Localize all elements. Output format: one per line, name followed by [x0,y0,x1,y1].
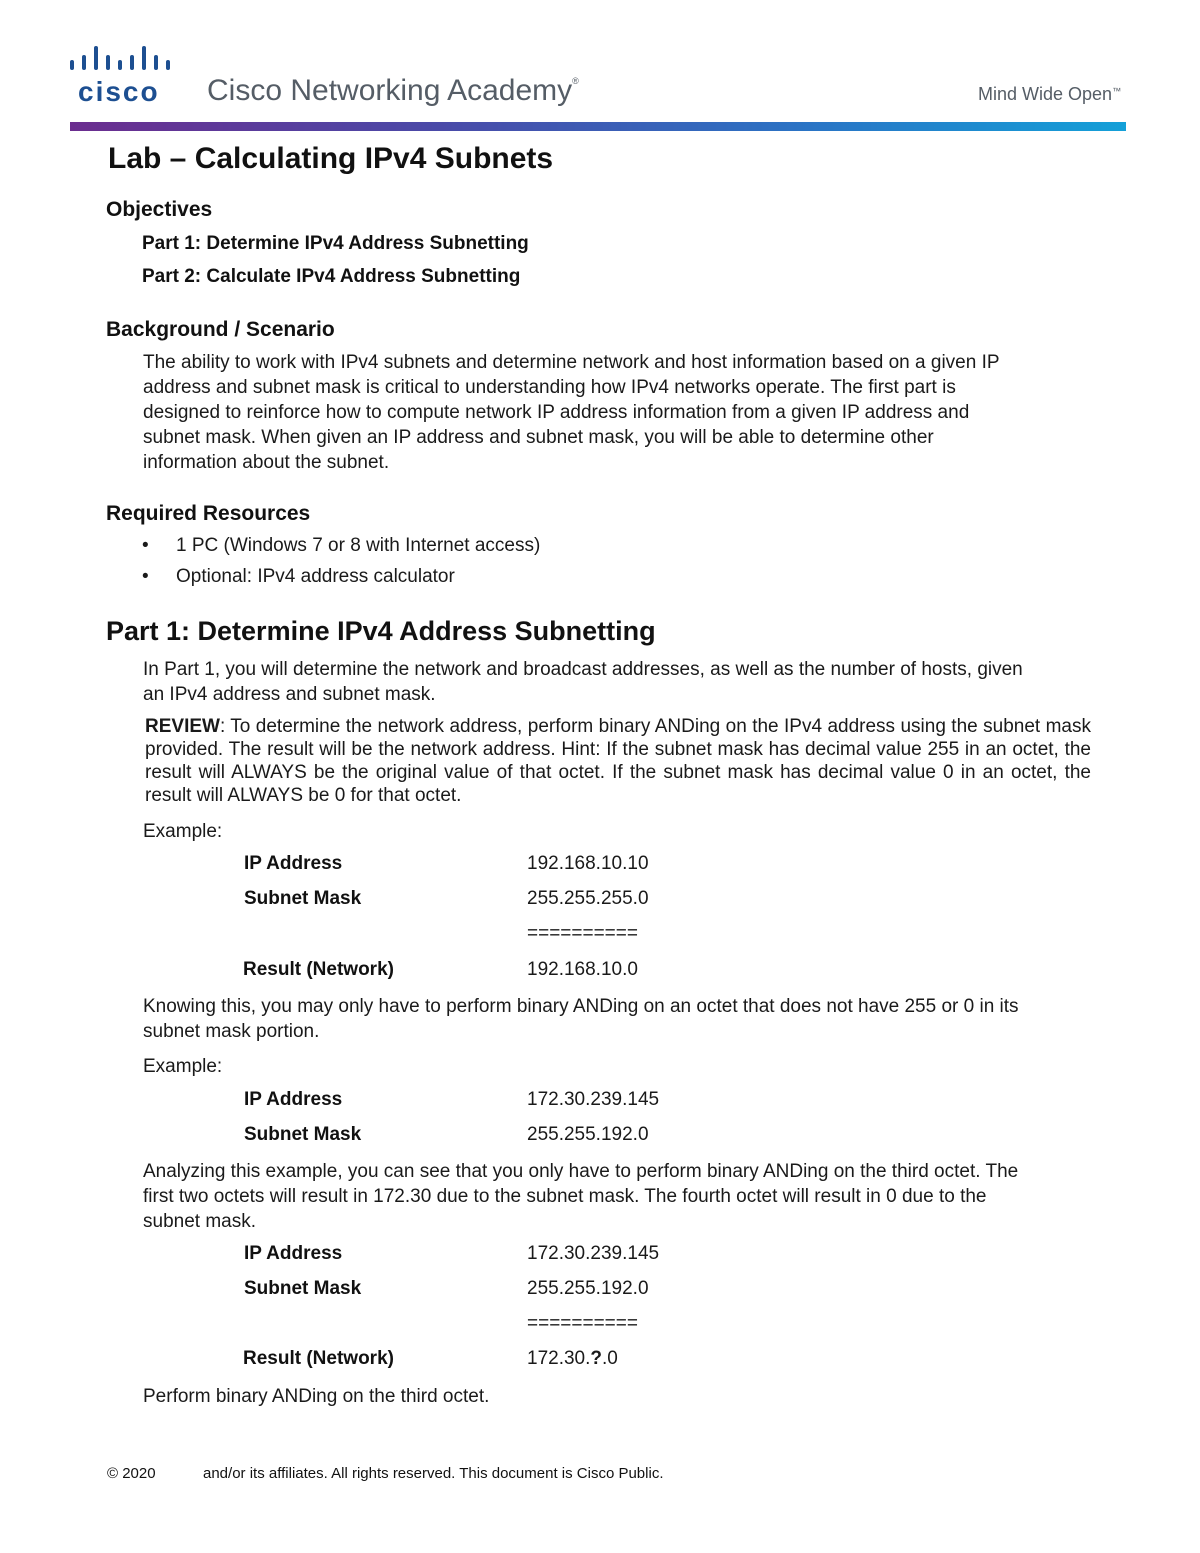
result-label: Result (Network) [243,959,394,980]
resources-heading: Required Resources [106,502,311,525]
example-label: Example: [143,821,223,842]
subnet-mask-label: Subnet Mask [244,1278,362,1299]
text-line: In Part 1, you will determine the network and broadcast addresses, as well as the number of hosts, given [143,659,1023,680]
footer-rights: and/or its affiliates. All rights reserved. This document is Cisco Public. [203,1465,664,1482]
text-line: address and subnet mask is critical to understanding how IPv4 networks operate. The first part is [143,377,956,398]
objective-item: Part 1: Determine IPv4 Address Subnetting [142,233,529,254]
subnet-mask-label: Subnet Mask [244,1124,362,1145]
subnet-mask-label: Subnet Mask [244,888,362,909]
header-gradient-rule [70,122,1126,131]
cisco-logo: cisco [78,76,160,107]
result-value: 192.168.10.0 [527,959,638,980]
tagline: Mind Wide Open™ [978,84,1122,104]
page-title: Lab – Calculating IPv4 Subnets [108,142,554,175]
text-line: information about the subnet. [143,452,390,473]
separator: ========== [527,1313,638,1334]
bullet-icon: • [142,566,149,587]
cisco-bars-icon [70,44,180,76]
result-label: Result (Network) [243,1348,394,1369]
text-line: an IPv4 address and subnet mask. [143,684,436,705]
background-paragraph [143,350,1103,475]
subnet-mask-value: 255.255.192.0 [527,1124,649,1145]
text-line: The ability to work with IPv4 subnets and determine network and host information based on a given IP [143,352,1000,373]
separator: ========== [527,923,638,944]
text-line: Knowing this, you may only have to perform binary ANDing on an octet that does not have 255 or 0 in its [143,996,1019,1017]
academy-name: Cisco Networking Academy® [207,74,579,107]
closing-line: Perform binary ANDing on the third octet. [143,1386,490,1407]
unknown-octet: ? [590,1348,603,1369]
text-line: first two octets will result in 172.30 due to the subnet mask. The fourth octet will result in 0 due to the [143,1186,987,1207]
result-value: 172.30.?.0 [527,1348,618,1369]
objective-item: Part 2: Calculate IPv4 Address Subnetting [142,266,521,287]
ip-address-value: 192.168.10.10 [527,853,649,874]
text-line: subnet mask portion. [143,1021,320,1042]
objectives-heading: Objectives [106,198,213,221]
subnet-mask-value: 255.255.255.0 [527,888,649,909]
ip-address-label: IP Address [244,1089,343,1110]
list-item: • Optional: IPv4 address calculator [142,566,455,587]
text-line: Analyzing this example, you can see that you only have to perform binary ANDing on the third octet. The [143,1161,1019,1182]
list-item: • 1 PC (Windows 7 or 8 with Internet access) [142,535,541,556]
ip-address-value: 172.30.239.145 [527,1243,660,1264]
ip-address-label: IP Address [244,1243,343,1264]
review-paragraph: REVIEW: To determine the network address, perform binary ANDing on the IPv4 address using the subnet mask provided. The result will be the network address. Hint: If the subnet mask has decimal value 255 in an octet, the result will ALWAYS be the original value of that octet. If the subnet mask has decimal value 0 in an octet, the result will ALWAYS be 0 for that octet. [145,716,1091,806]
example-label: Example: [143,1056,223,1077]
review-label: REVIEW [145,716,220,737]
text-line: designed to reinforce how to compute network IP address information from a given IP address and [143,402,970,423]
subnet-mask-value: 255.255.192.0 [527,1278,649,1299]
text-line: subnet mask. [143,1211,256,1232]
ip-address-value: 172.30.239.145 [527,1089,660,1110]
footer-copyright: © 2020 [107,1465,156,1482]
part1-heading: Part 1: Determine IPv4 Address Subnetting [106,616,656,646]
background-heading: Background / Scenario [106,318,335,341]
bullet-icon: • [142,535,149,556]
text-line: subnet mask. When given an IP address and subnet mask, you will be able to determine other [143,427,934,448]
ip-address-label: IP Address [244,853,343,874]
knowing-paragraph [143,994,1103,1044]
analyzing-paragraph [143,1159,1103,1234]
part1-intro [143,657,1103,707]
